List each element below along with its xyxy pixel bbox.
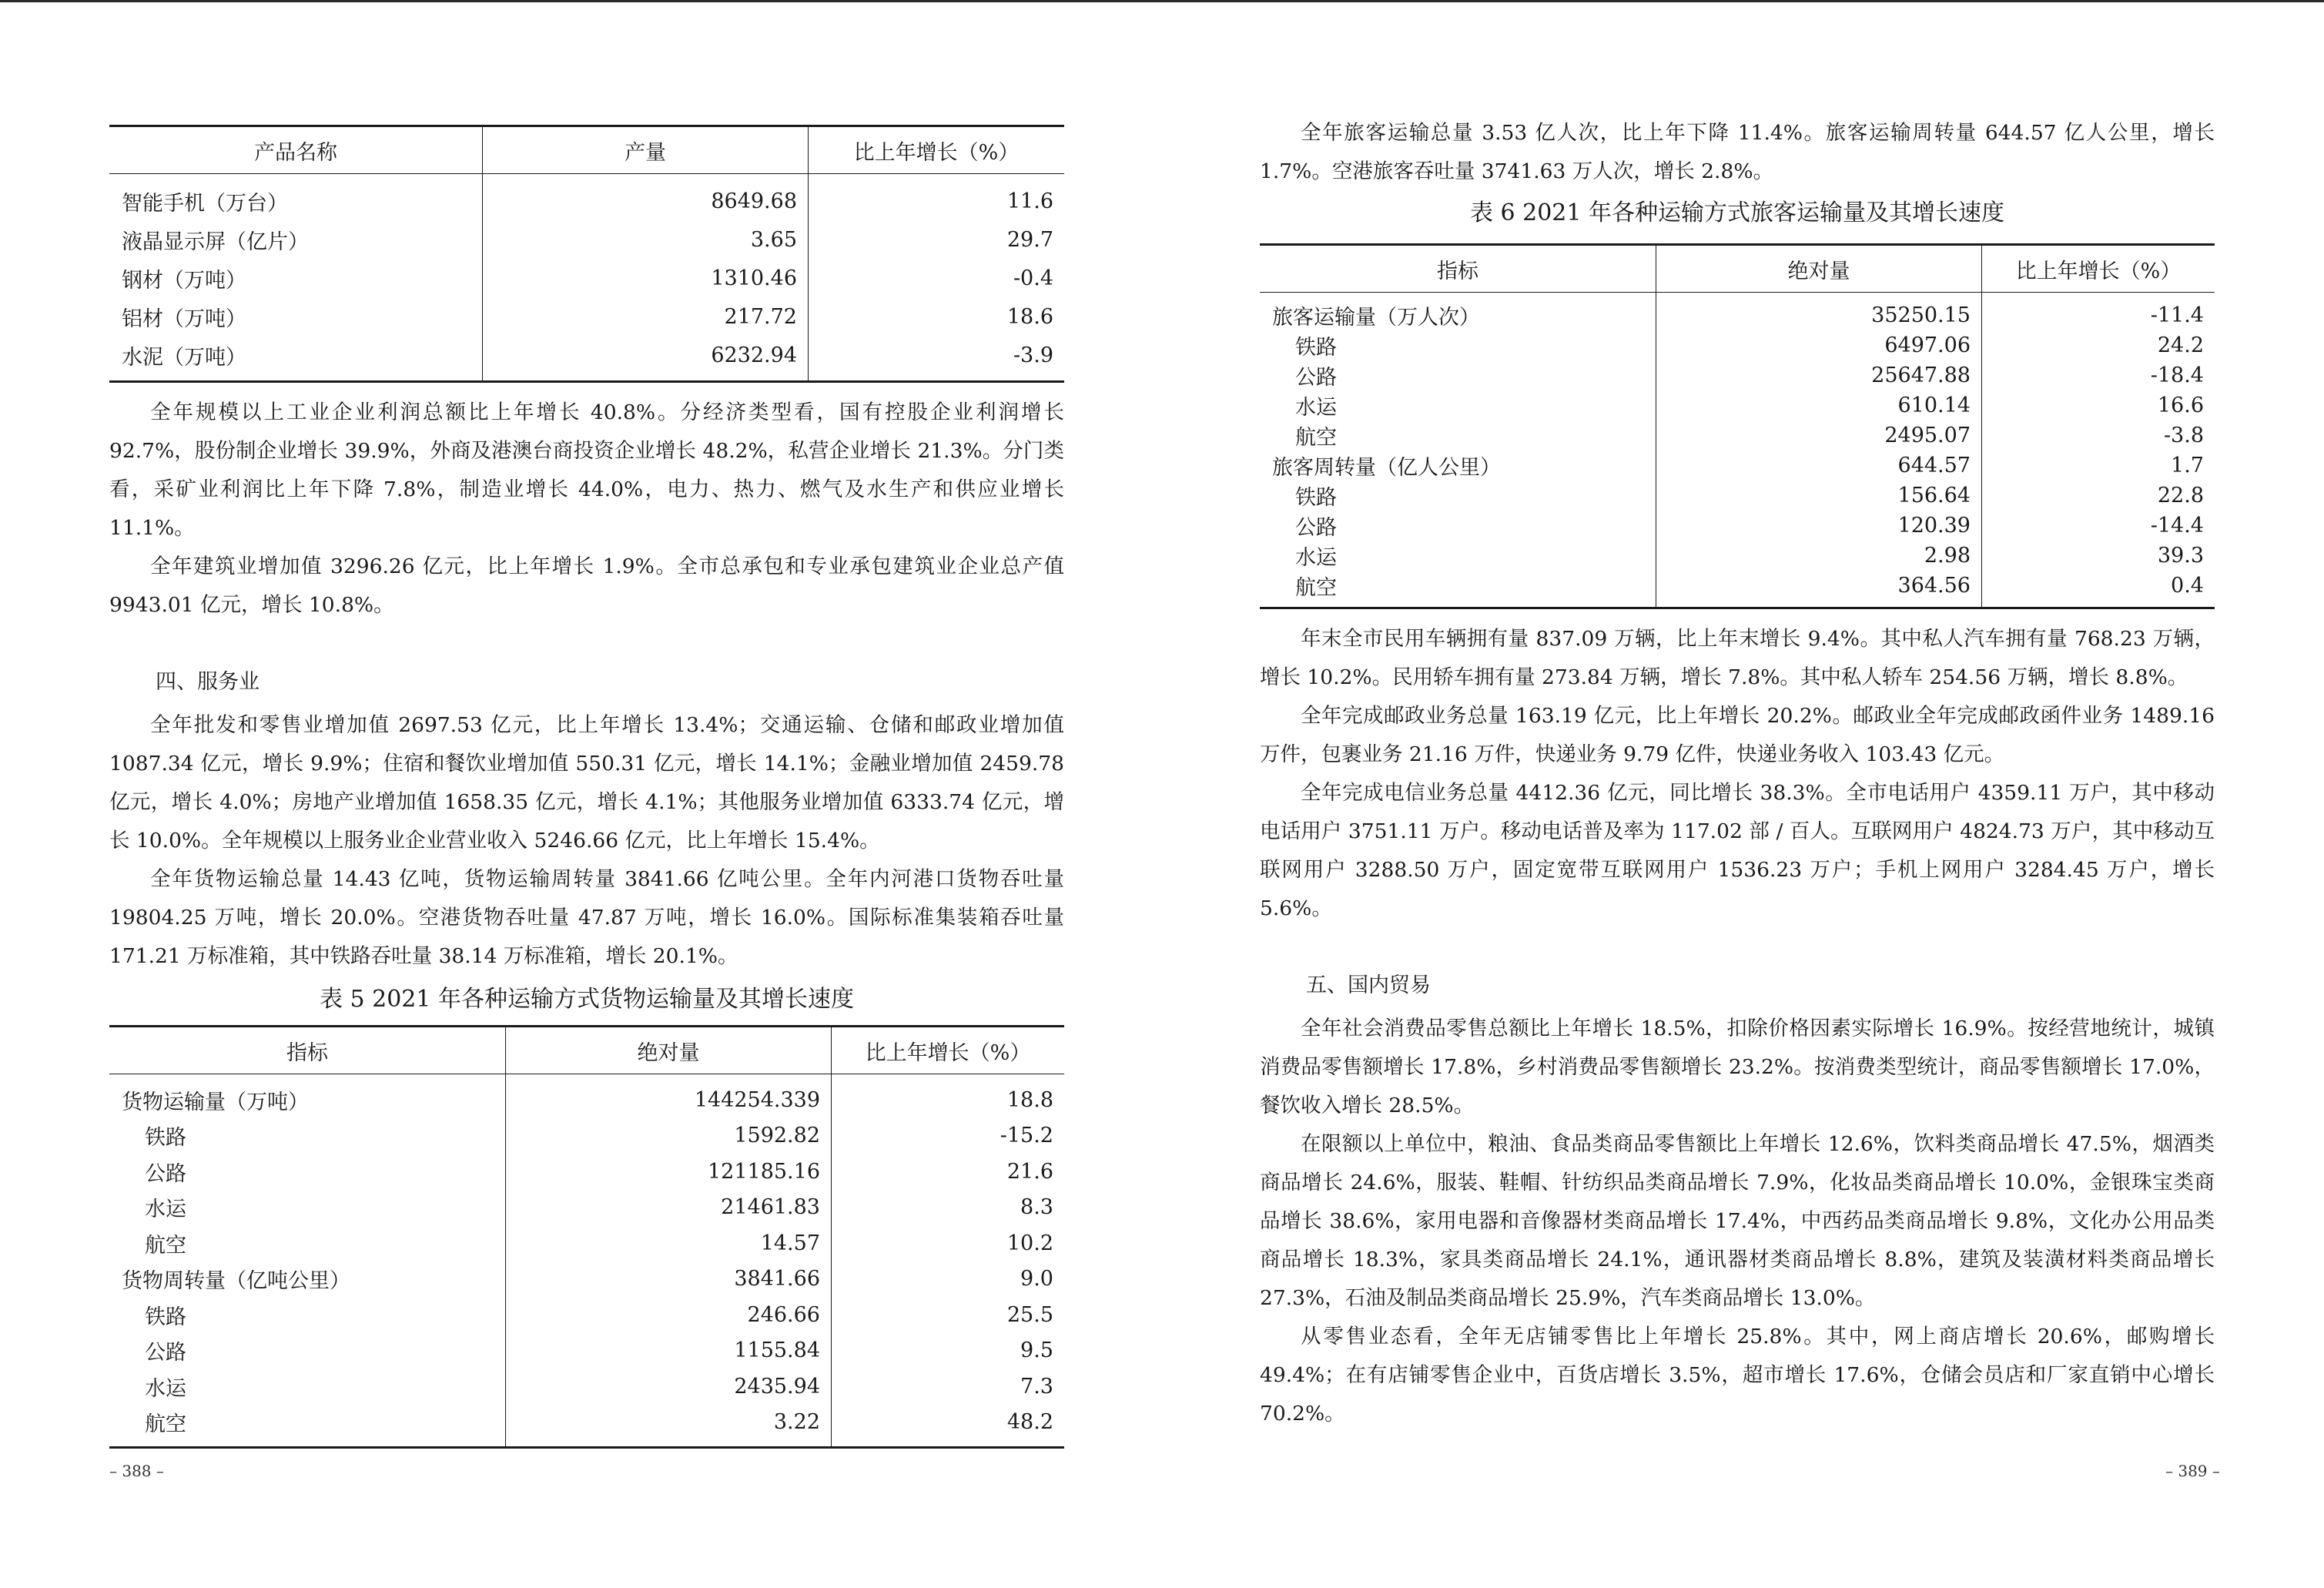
table-header-row — [109, 1027, 1064, 1074]
row-label: 铝材（万吨） — [109, 297, 483, 336]
table-row — [1260, 330, 2215, 360]
row-growth: 9.0 — [1020, 1267, 1053, 1292]
row-label: 公路 — [109, 1154, 506, 1190]
row-label: 铁路 — [1260, 481, 1656, 511]
table-row — [109, 174, 1064, 221]
column-header: 指标 — [109, 1027, 506, 1074]
table-row — [109, 336, 1064, 382]
paragraph-telecom: 全年完成电信业务总量 4412.36 亿元，同比增长 38.3%。全市电话用户 4359.11 万户，其中移动电话用户 3751.11 万户。移动电话普及率为 117.02 部 / 百人。互联网用户 4824.73 万户，其中移动互联网用户 3288.50 万户，固定宽带互联网用户 1536.23 万户；手机上网用户 3284.45 万户，增长 5.6%。 — [1260, 781, 2215, 920]
column-header: 比上年增长（%） — [832, 1027, 1065, 1074]
row-label: 液晶显示屏（亿片） — [109, 220, 483, 259]
row-label: 货物周转量（亿吨公里） — [109, 1261, 506, 1298]
row-value: 14.57 — [506, 1225, 832, 1261]
row-growth: 10.2 — [1006, 1231, 1053, 1255]
row-label: 钢材（万吨） — [109, 259, 483, 297]
paragraph-construction: 全年建筑业增加值 3296.26 亿元，比上年增长 1.9%。全市总承包和专业承包建筑业企业总产值 9943.01 亿元，增长 10.8%。 — [109, 554, 1064, 617]
table-header-row — [1260, 245, 2215, 293]
row-growth: 1.7 — [2171, 454, 2204, 477]
table-row — [1260, 293, 2215, 331]
row-value: 8649.68 — [483, 174, 809, 221]
row-label: 水运 — [109, 1190, 506, 1226]
row-label: 水运 — [1260, 390, 1656, 420]
paragraph-retail-formats: 从零售业态看，全年无店铺零售比上年增长 25.8%。其中，网上商店增长 20.6%，邮购增长 49.4%；在有店铺零售企业中，百货店增长 3.5%，超市增长 17.6%，仓储会员店和厂家直销中心增长 70.2%。 — [1260, 1325, 2215, 1426]
column-header: 指标 — [1260, 245, 1656, 293]
table-row — [109, 1154, 1064, 1190]
row-value: 1155.84 — [506, 1333, 832, 1369]
table-row — [1260, 541, 2215, 571]
page-number-right: – 389 – — [2165, 1462, 2220, 1480]
table-row — [109, 1074, 1064, 1118]
row-label: 水泥（万吨） — [109, 336, 483, 382]
row-growth: -18.4 — [2150, 363, 2204, 387]
row-label: 货物运输量（万吨） — [109, 1074, 506, 1118]
row-growth: 29.7 — [1006, 227, 1053, 252]
table-6-caption: 表 6 2021 年各种运输方式旅客运输量及其增长速度 — [1469, 199, 2005, 226]
row-label: 铁路 — [109, 1297, 506, 1333]
section-heading-domestic-trade: 五、国内贸易 — [1306, 973, 1431, 997]
row-value: 156.64 — [1656, 481, 1982, 511]
row-value: 21461.83 — [506, 1190, 832, 1226]
row-label: 航空 — [109, 1405, 506, 1448]
table-row — [109, 1261, 1064, 1298]
table-body — [109, 174, 1064, 382]
row-value: 217.72 — [483, 297, 809, 336]
row-value: 3841.66 — [506, 1261, 832, 1298]
row-label: 公路 — [109, 1333, 506, 1369]
passenger-transport-table — [1260, 243, 2215, 609]
table-row — [109, 1369, 1064, 1405]
row-label: 水运 — [1260, 541, 1656, 571]
table-row — [109, 1405, 1064, 1448]
row-growth: 8.3 — [1020, 1195, 1053, 1220]
table-row — [109, 259, 1064, 297]
row-label: 旅客运输量（万人次） — [1260, 293, 1656, 331]
row-value: 121185.16 — [506, 1154, 832, 1190]
row-growth: 11.6 — [1006, 189, 1053, 213]
row-label: 公路 — [1260, 360, 1656, 390]
paragraph-retail-sales: 全年社会消费品零售总额比上年增长 18.5%，扣除价格因素实际增长 16.9%。按经营地统计，城镇消费品零售额增长 17.8%，乡村消费品零售额增长 23.2%。按消费类型统计，商品零售额增长 17.0%，餐饮收入增长 28.5%。 — [1260, 1017, 2215, 1117]
row-growth: 39.3 — [2157, 544, 2204, 568]
row-growth: 16.6 — [2157, 394, 2204, 417]
column-header: 绝对量 — [1656, 245, 1982, 293]
row-value: 6497.06 — [1656, 330, 1982, 360]
row-label: 智能手机（万台） — [109, 174, 483, 221]
row-value: 3.22 — [506, 1405, 832, 1448]
row-value: 2.98 — [1656, 541, 1982, 571]
row-growth: -3.8 — [2163, 424, 2204, 447]
table-row — [1260, 390, 2215, 420]
paragraph-retail-categories: 在限额以上单位中，粮油、食品类商品零售额比上年增长 12.6%，饮料类商品增长 47.5%，烟酒类商品增长 24.6%，服装、鞋帽、针纺织品类商品增长 7.9%，化妆品类商品增长 10.0%，金银珠宝类商品增长 38.6%，家用电器和音像器材类商品增长 17.4%，中西药品类商品增长 9.8%，文化办公用品类商品增长 18.3%，家具类商品增长 24.1%，通讯器材类商品增长 8.8%，建筑及装潢材料类商品增长 27.3%，石油及制品类商品增长 25.9%，汽车类商品增长 13.0%。 — [1260, 1132, 2215, 1310]
paragraph-industrial-profit: 全年规模以上工业企业利润总额比上年增长 40.8%。分经济类型看，国有控股企业利润增长 92.7%，股份制企业增长 39.9%，外商及港澳台商投资企业增长 48.2%，私营企业增长 21.3%。分门类看，采矿业利润比上年下降 7.8%，制造业增长 44.0%，电力、热力、燃气及水生产和供应业增长 11.1%。 — [109, 400, 1064, 540]
row-growth: 18.6 — [1006, 304, 1053, 329]
row-label: 航空 — [1260, 420, 1656, 451]
left-page — [109, 0, 1064, 1588]
paragraph-freight: 全年货物运输总量 14.43 亿吨，货物运输周转量 3841.66 亿吨公里。全年内河港口货物吞吐量 19804.25 万吨，增长 20.0%。空港货物吞吐量 47.87 万吨，增长 16.0%。国际标准集装箱吞吐量 171.21 万标准箱，其中铁路吞吐量 38.14 万标准箱，增长 20.1%。 — [109, 867, 1064, 968]
paragraph-services: 全年批发和零售业增加值 2697.53 亿元，比上年增长 13.4%；交通运输、仓储和邮政业增加值 1087.34 亿元，增长 9.9%；住宿和餐饮业增加值 550.31 亿元，增长 14.1%；金融业增加值 2459.78 亿元，增长 4.0%；房地产业增加值 1658.35 亿元，增长 4.1%；其他服务业增加值 6333.74 亿元，增长 10.0%。全年规模以上服务业企业营业收入 5246.66 亿元，比上年增长 15.4%。 — [109, 713, 1064, 853]
row-value: 1310.46 — [483, 259, 809, 297]
table-row — [109, 1225, 1064, 1261]
table-row — [109, 1190, 1064, 1226]
row-growth: 24.2 — [2157, 333, 2204, 357]
table-row — [1260, 511, 2215, 541]
row-value: 246.66 — [506, 1297, 832, 1333]
row-value: 144254.339 — [506, 1074, 832, 1118]
paragraph-postal: 全年完成邮政业务总量 163.19 亿元，比上年增长 20.2%。邮政业全年完成邮政函件业务 1489.16 万件，包裹业务 21.16 万件，快递业务 9.79 亿件，快递业务收入 103.43 亿元。 — [1260, 704, 2215, 766]
column-header: 比上年增长（%） — [809, 126, 1065, 174]
row-value: 644.57 — [1656, 451, 1982, 481]
row-label: 航空 — [1260, 571, 1656, 608]
row-label: 水运 — [109, 1369, 506, 1405]
table-row — [109, 1118, 1064, 1154]
table-row — [1260, 451, 2215, 481]
row-label: 铁路 — [109, 1118, 506, 1154]
row-label: 航空 — [109, 1225, 506, 1261]
column-header: 产品名称 — [109, 126, 483, 174]
row-value: 364.56 — [1656, 571, 1982, 608]
row-value: 2435.94 — [506, 1369, 832, 1405]
row-growth: -3.9 — [809, 336, 1065, 382]
table-row — [1260, 360, 2215, 390]
row-label: 铁路 — [1260, 330, 1656, 360]
row-value: 120.39 — [1656, 511, 1982, 541]
table-row — [1260, 571, 2215, 608]
row-growth: 21.6 — [1006, 1159, 1053, 1184]
product-output-table — [109, 125, 1064, 383]
row-value: 1592.82 — [506, 1118, 832, 1154]
table-row — [109, 1333, 1064, 1369]
row-value: 3.65 — [483, 220, 809, 259]
table-row — [1260, 481, 2215, 511]
table-body — [1260, 293, 2215, 608]
row-growth: 9.5 — [1020, 1338, 1053, 1363]
row-value: 2495.07 — [1656, 420, 1982, 451]
row-label: 公路 — [1260, 511, 1656, 541]
freight-transport-table — [109, 1025, 1064, 1449]
column-header: 绝对量 — [506, 1027, 832, 1074]
section-heading-services: 四、服务业 — [156, 670, 260, 694]
table-row — [109, 220, 1064, 259]
row-growth: 0.4 — [1982, 571, 2215, 608]
paragraph-vehicles: 年末全市民用车辆拥有量 837.09 万辆，比上年末增长 9.4%。其中私人汽车拥有量 768.23 万辆，增长 10.2%。民用轿车拥有量 273.84 万辆，增长 7.8%。其中私人轿车 254.56 万辆，增长 8.8%。 — [1260, 627, 2215, 689]
row-growth: 25.5 — [1006, 1302, 1053, 1327]
row-growth: 22.8 — [2157, 484, 2204, 508]
row-value: 25647.88 — [1656, 360, 1982, 390]
page-number-left: – 388 – — [109, 1462, 164, 1480]
row-value: 6232.94 — [483, 336, 809, 382]
row-growth: 48.2 — [832, 1405, 1065, 1448]
right-page — [1260, 0, 2215, 1588]
row-label: 旅客周转量（亿人公里） — [1260, 451, 1656, 481]
table-row — [1260, 420, 2215, 451]
row-growth: -15.2 — [1000, 1124, 1053, 1148]
table-row — [109, 297, 1064, 336]
row-growth: -11.4 — [2150, 303, 2204, 327]
row-value: 610.14 — [1656, 390, 1982, 420]
row-growth: 18.8 — [1006, 1087, 1053, 1112]
paragraph-passenger-transport: 全年旅客运输总量 3.53 亿人次，比上年下降 11.4%。旅客运输周转量 644.57 亿人公里，增长 1.7%。空港旅客吞吐量 3741.63 万人次，增长 2.8%。 — [1260, 121, 2215, 183]
table-body — [109, 1074, 1064, 1448]
row-growth: -14.4 — [2150, 514, 2204, 538]
row-growth: -0.4 — [1013, 266, 1053, 290]
table-header-row — [109, 126, 1064, 174]
table-row — [109, 1297, 1064, 1333]
column-header: 比上年增长（%） — [1982, 245, 2215, 293]
row-growth: 7.3 — [1020, 1374, 1053, 1399]
column-header: 产量 — [483, 126, 809, 174]
row-value: 35250.15 — [1656, 293, 1982, 331]
table-5-caption: 表 5 2021 年各种运输方式货物运输量及其增长速度 — [319, 986, 855, 1013]
